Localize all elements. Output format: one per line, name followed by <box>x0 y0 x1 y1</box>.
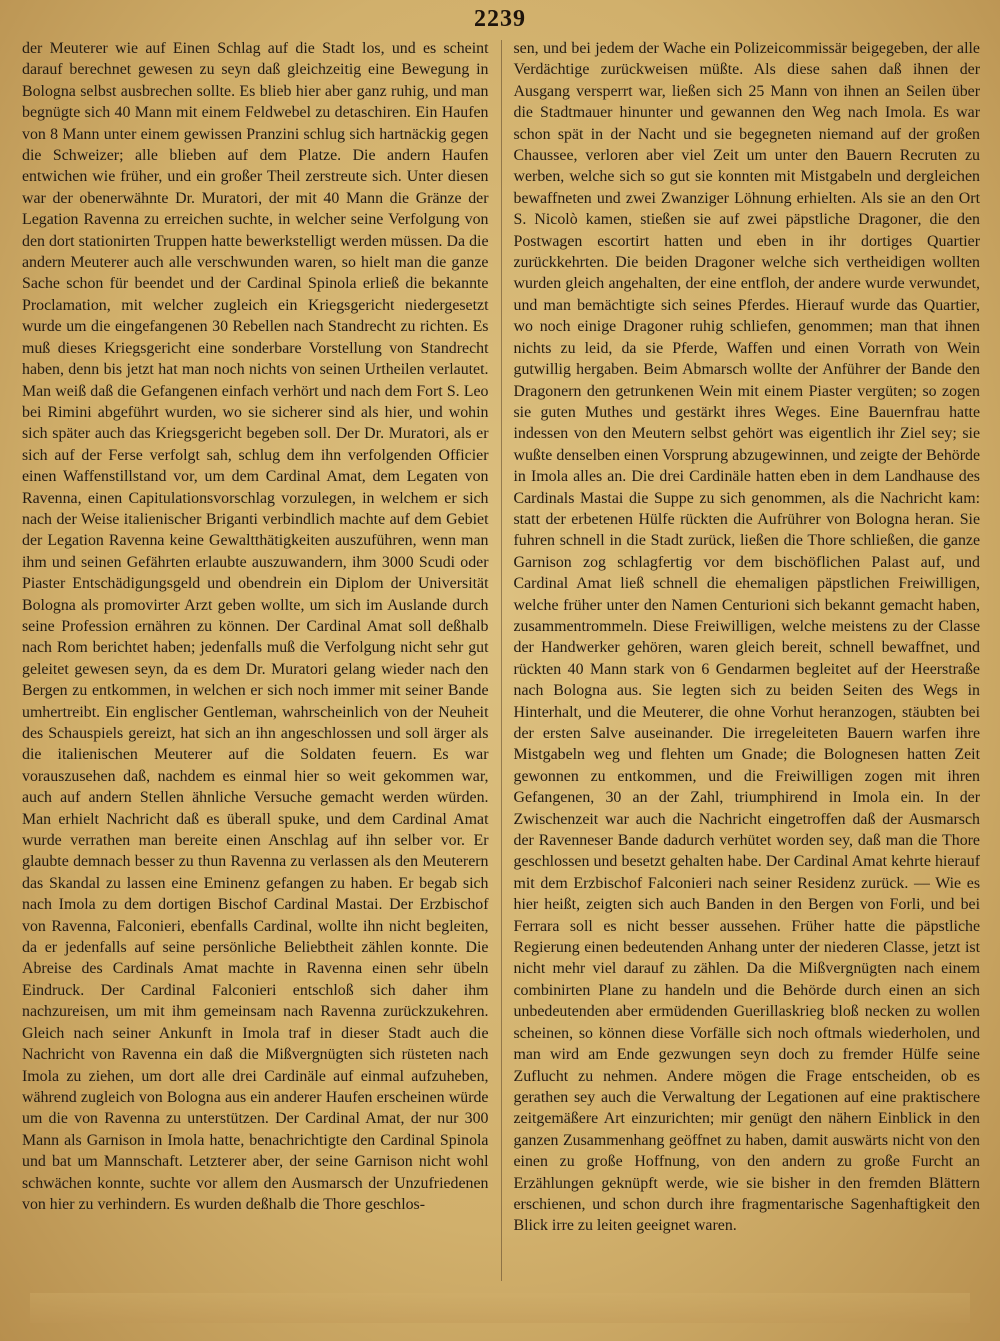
paper-edge-shading <box>30 1293 970 1323</box>
right-column-text: sen, und bei jedem der Wache ein Polizeicommissär beigegeben, der alle Verdächtige zurückweisen müßte. Als diese sahen daß ihnen der Ausgang versperrt war, ließen sich 25 Mann von ihnen an Seilen über die Stadtmauer hinunter und gewannen den Weg nach Imola. Es war schon spät in der Nacht und sie begegneten niemand auf der großen Chaussee, verloren aber viel Zeit um unter den Bauern Recruten zu werben, welche sich so gut sie konnten mit Mistgabeln und dergleichen bewaffneten und zwei Zwanziger Löhnung erhielten. Als sie an den Ort S. Nicolò kamen, stießen sie auf zwei päpstliche Dragoner, die den Postwagen escortirt hatten und eben in ihr dortiges Quartier zurückkehrten. Die beiden Dragoner welche sich vertheidigen wollten wurden gleich angehalten, der eine entfloh, der andere wurde verwundet, und man bemächtigte sich seines Pferdes. Hierauf wurde das Quartier, wo noch einige Dragoner ruhig schliefen, genommen; man that ihnen nichts zu leid, da sie Pferde, Waffen und einen Vorrath von Wein gutwillig hergaben. Beim Abmarsch wollte der Anführer der Bande den Dragonern den getrunkenen Wein mit einem Piaster vergüten; so zogen sie guten Muthes und gestärkt ihres Weges. Eine Bauernfrau hatte indessen von den Meutern selbst gehört was eigentlich ihr Ziel sey; sie wußte denselben einen Vorsprung abzugewinnen, und zeigte der Behörde in Imola alles an. Die drei Cardinäle hatten eben in dem Landhause des Cardinals Mastai die Suppe zu sich genommen, als die Nachricht kam: statt der erbetenen Hülfe rückten die Aufrührer von Bologna heran. Sie fuhren schnell in die Stadt zurück, ließen die Thore schließen, die ganze Garnison zog schlagfertig vor dem bischöflichen Palast auf, und Cardinal Amat ließ schnell die ehemaligen päpstlichen Freiwilligen, welche früher unter den Namen Centurioni sich bekannt gemacht haben, zusammentrommeln. Diese Freiwilligen, welche meistens zu der Classe der Handwerker gehören, waren gleich bereit, schnell bewaffnet, und rückten 40 Mann stark von 6 Gendarmen begleitet auf der Heerstraße nach Bologna aus. Sie legten sich zu beiden Seiten des Wegs in Hinterhalt, und die Meuterer, die ohne Vorhut heranzogen, stäubten bei der ersten Salve auseinander. Die irregeleiteten Bauern warfen ihre Mistgabeln weg und flehten um Gnade; die Bolognesen hatten Zeit gewonnen zu entkommen, und die Freiwilligen zogen mit ihren Gefangenen, 30 an der Zahl, triumphirend in Imola ein. In der Zwischenzeit war auch die Nachricht eingetroffen daß der Ausmarsch der Ravenneser Bande dadurch verhütet worden sey, daß man die Thore geschlossen und besetzt gehalten habe. Der Cardinal Amat kehrte hierauf mit dem Erzbischof Falconieri nach seiner Residenz zurück. — Wie es hier heißt, zeigten sich auch Banden in den Bergen von Forli, und bei Ferrara soll es nicht besser aussehen. Früher hatte die päpstliche Regierung einen bedeutenden Anhang unter der niederen Classe, jetzt ist nicht mehr viel darauf zu zählen. Da die Mißvergnügten nach einem combinirten Plane zu handeln und die Behörde durch einen an sich unbedeutenden aber ermüdenden Guerillaskrieg bloß necken zu wollen scheinen, so können diese Vorfälle sich noch oftmals wiederholen, und man wird am Ende gezwungen seyn doch zu fremder Hülfe seine Zuflucht zu nehmen. Andere mögen die Frage entscheiden, ob es gerathen sey auch die Verwaltung der Legationen auf eine praktischere zeitgemäßere Art einzurichten; mir genügt den nähern Einblick in den ganzen Zusammenhang geöffnet zu haben, damit auswärts nicht von den einen zu große Hoffnung, von den andern zu große Furcht an Erzählungen geknüpft werde, wie sie bisher in den fremden Blättern erschienen, und schon durch ihre fragmentarische Sagenhaftigkeit den Blick irre zu leiten geeignet waren. <box>513 40 980 1235</box>
text-columns <box>22 38 980 1281</box>
left-column-text: der Meuterer wie auf Einen Schlag auf die Stadt los, und es scheint darauf berechnet gewesen zu seyn daß gleichzeitig eine Bewegung in Bologna selbst ausbrechen sollte. Es blieb hier aber ganz ruhig, und man begnügte sich 40 Mann mit einem Feldwebel zu detaschiren. Ein Haufen von 8 Mann unter einem gewissen Pranzini schlug sich hartnäckig gegen die Schweizer; alle blieben auf dem Platze. Die andern Haufen entwichen wie früher, und ein großer Theil zerstreute sich. Unter diesen war der obenerwähnte Dr. Muratori, der mit 40 Mann die Gränze der Legation Ravenna zu erreichen suchte, in welcher seine Verfolgung von den dort stationirten Truppen hatte bewerkstelligt werden müssen. Da die andern Meuterer auch alle verschwunden waren, so hielt man die ganze Sache schon für beendet und der Cardinal Spinola erließ die bekannte Proclamation, mit welcher zugleich ein Kriegsgericht niedergesetzt wurde um die eingefangenen 30 Rebellen nach Standrecht zu richten. Es muß dieses Kriegsgericht eine sonderbare Vorstellung von Standrecht haben, denn bis jetzt hat man noch nichts von seinen Urtheilen verlautet. Man weiß daß die Gefangenen einfach verhört und nach dem Fort S. Leo bei Rimini abgeführt wurden, wo sie sicherer sind als hier, und wohin sich später auch das Kriegsgericht begeben soll. Der Dr. Muratori, als er sich auf der Ferse verfolgt sah, schlug dem ihn verfolgenden Officier einen Waffenstillstand vor, um dem Cardinal Amat, dem Legaten von Ravenna, einen Capitulationsvorschlag vorzulegen, in welchem er sich nach der Weise italienischer Briganti verbindlich machte auf dem Gebiet der Legation Ravenna keine Gewaltthätigkeiten auszuführen, wenn man ihm und seinen Gefährten erlaubte auszuwandern, ihm 3000 Scudi oder Piaster Entschädigungsgeld und obendrein ein Diplom der Universität Bologna als promovirter Arzt geben wollte, um sich im Auslande durch seine Profession ernähren zu können. Der Cardinal Amat soll deßhalb nach Rom berichtet haben; jedenfalls muß die Verfolgung nicht sehr gut geleitet gewesen seyn, da es dem Dr. Muratori gelang wieder nach den Bergen zu entkommen, in welchen er sich noch immer mit seiner Bande umhertreibt. Ein englischer Gentleman, wahrscheinlich von der Neuheit des Schauspiels gereizt, hat sich an ihn angeschlossen und soll ärger als die italienischen Meuterer auf die Soldaten feuern. Es war vorauszusehen daß, nachdem es einmal hier so weit gekommen war, auch auf andern Stellen ähnliche Versuche gemacht werden würden. Man erhielt Nachricht daß es überall spuke, und dem Cardinal Amat wurde verrathen man bereite einen Anschlag auf ihn selber vor. Er glaubte demnach besser zu thun Ravenna zu verlassen als den Meuterern das Skandal zu lassen eine Eminenz gefangen zu haben. Er begab sich nach Imola zu dem dortigen Bischof Cardinal Mastai. Der Erzbischof von Ravenna, Falconieri, ebenfalls Cardinal, wollte ihn nicht begleiten, da er jedenfalls auf seine persönliche Beliebtheit zählen konnte. Die Abreise des Cardinals Amat machte in Ravenna einen sehr übeln Eindruck. Der Cardinal Falconieri entschloß sich daher ihm nachzureisen, um mit ihm gemeinsam nach Ravenna zurückzukehren. Gleich nach seiner Ankunft in Imola traf in dieser Stadt auch die Nachricht von Ravenna ein daß die Mißvergnügten sich rüsteten nach Imola zu ziehen, um dort alle drei Cardinäle auf einmal aufzuheben, während zugleich von Bologna aus ein anderer Haufen erscheinen würde um die von Ravenna zu unterstützen. Der Cardinal Amat, der nur 300 Mann als Garnison in Imola hatte, benachrichtigte den Cardinal Spinola und bat um Mannschaft. Letzterer aber, der seine Garnison nicht wohl schwächen konnte, suchte vor allem den Ausmarsch der Unzufriedenen von hier zu verhindern. Es wurden deßhalb die Thore geschlos- <box>22 40 489 1213</box>
page-number: 2239 <box>474 6 526 32</box>
column-divider <box>501 40 502 1281</box>
